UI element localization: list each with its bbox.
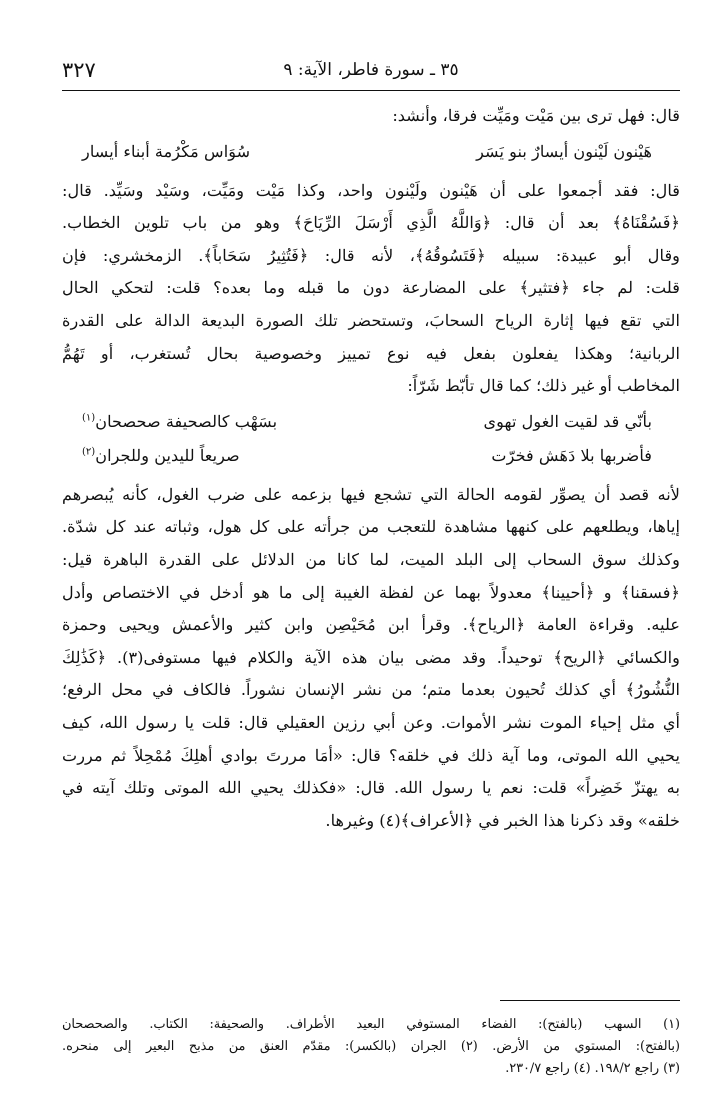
- text-line: لأنه قصد أن يصوِّر لقومه الحالة التي تشجع فيها بزعمه على ضرب الغول، كأنه يُبصرهم: [62, 484, 680, 504]
- verse-hemistich-right: بأنّي قد لقيت الغول تهوى: [483, 411, 652, 431]
- text-line: والكسائي ﴿الريح﴾ توحيداً. وقد مضى بيان هذه الآية والكلام فيها مستوفى(٣). ﴿كَذَٰلِكَ: [62, 647, 680, 667]
- verse-line: [62, 135, 680, 169]
- text-line: عليه. وقراءة العامة ﴿الرياح﴾. وقرأ ابن مُحَيْصِن وابن كثير والأعمش ويحيى وحمزة: [62, 615, 680, 635]
- verse-block-1: [62, 135, 680, 169]
- footnote-marker: (١): [82, 412, 96, 424]
- page-number: ٣٢٧: [62, 58, 96, 82]
- text-line: إياها، ويطلعهم على كنهها مشاهدة للتعجب من جرأته على كل هول، وثباته عند كل شدّة.: [62, 517, 680, 537]
- text-line: التي تقع فيها إثارة الرياح السحابَ، وتستحضر تلك الصورة البديعة الدالة على القدرة: [62, 310, 680, 330]
- text-line: قلت: لم جاء ﴿فتثير﴾ على المضارعة دون ما قبله وما بعده؟ قلت: لتحكي الحال: [62, 278, 680, 298]
- verse-hemistich-right: فأضربها بلا دَهَش فخرّت: [491, 445, 652, 465]
- verse-hemistich-left: [82, 439, 240, 473]
- text-line: ﴿فسقنا﴾ و ﴿أحيينا﴾ معدولاً بهما عن لفظة الغيبة إلى ما هو أدخل في الاختصاص وأدل: [62, 582, 680, 602]
- text-line: النُّشُورُ﴾ أي كذلك تُحيون بعدما متم؛ من نشر الإنسان نشوراً. فالكاف في محل الرفع؛: [62, 680, 680, 700]
- text-line: وكذلك سوق السحاب إلى البلد الميت، لما كانا من الدلائل على القدرة الباهرة قيل:: [62, 549, 680, 569]
- verse-text: بسَهْب كالصحيفة صحصحان: [95, 411, 278, 431]
- verse-hemistich-left: [82, 405, 277, 439]
- book-page: [62, 56, 680, 1076]
- text-line: الربانية؛ وهكذا يفعلون بفعل فيه نوع تمييز وخصوصية بحال تُستغرب، أو تَهُمُّ: [62, 343, 680, 363]
- text-line: قال: فهل ترى بين مَيْت ومَيِّت فرقا، وأنشد:: [392, 106, 680, 125]
- verse-block-2: [62, 405, 680, 473]
- footnote-line: (٣) راجع ١٩٨/٢. (٤) راجع ٢٣٠/٧.: [505, 1061, 680, 1076]
- verse-text: صريعاً لليدين وللجران: [95, 445, 240, 465]
- header-rule: [62, 90, 680, 91]
- page-header: [62, 56, 680, 90]
- text-line: قال: فقد أجمعوا على أن هَيْنون ولَيْنون واحد، وكذا مَيْت ومَيِّت، وسَيْد وسَيِّد. قال:: [62, 180, 680, 200]
- text-line: يحيي الله الموتى، وما آية ذلك في خلقه؟ قال: «أمَا مررتَ بوادي أهلِكَ مُمْحِلاً ثم مررت: [62, 745, 680, 765]
- footnotes: [62, 1014, 680, 1080]
- footnote-rule: [500, 1000, 680, 1001]
- running-head: ٣٥ ـ سورة فاطر، الآية: ٩: [283, 60, 459, 80]
- verse-line: [62, 439, 680, 473]
- text-line: به يهتزّ خَضِراً» قلت: نعم يا رسول الله. قال: «فكذلك يحيي الله الموتى وتلك آيته في: [62, 778, 680, 798]
- text-line: خلقه» وقد ذكرنا هذا الخبر في ﴿الأعراف﴾(٤) وغيرها.: [325, 810, 680, 830]
- footnote-line: (بالفتح): المستوي من الأرض. (٢) الجران (بالكسر): مقدّم العنق من مذبح البعير إلى منحره.: [62, 1039, 680, 1054]
- footnote-line: (١) السهب (بالفتح): الفضاء المستوفي البعيد الأطراف. والصحيفة: الكتاب. والصحصحان: [62, 1017, 680, 1032]
- text-line: ﴿فَسُقْنَاهُ﴾ بعد أن قال: ﴿وَاللَّهُ الَّذِي أَرْسَلَ الرِّيَاحَ﴾ وهو من باب تلوين الخطاب.: [62, 213, 680, 233]
- verse-hemistich-right: هَيْنون لَيْنون أيسارٌ بنو يَسَر: [476, 141, 652, 161]
- verse-hemistich-left: سُوَاس مَكْرُمة أبناء أيسار: [82, 141, 251, 161]
- verse-line: [62, 405, 680, 439]
- footnote-marker: (٢): [82, 446, 96, 458]
- text-line: أي مثل إحياء الموت نشر الأموات. وعن أبي رزين العقيلي قال: قلت يا رسول الله، كيف: [62, 712, 680, 732]
- text-line: المخاطب أو غير ذلك؛ كما قال تأبّط شَرّاً:: [407, 376, 680, 396]
- text-line: وقال أبو عبيدة: سبيله ﴿فَتَسُوقُهُ﴾، لأنه قال: ﴿فَتُثِيرُ سَحَاباً﴾. الزمخشري: فإن: [62, 245, 680, 265]
- main-text: [62, 100, 680, 837]
